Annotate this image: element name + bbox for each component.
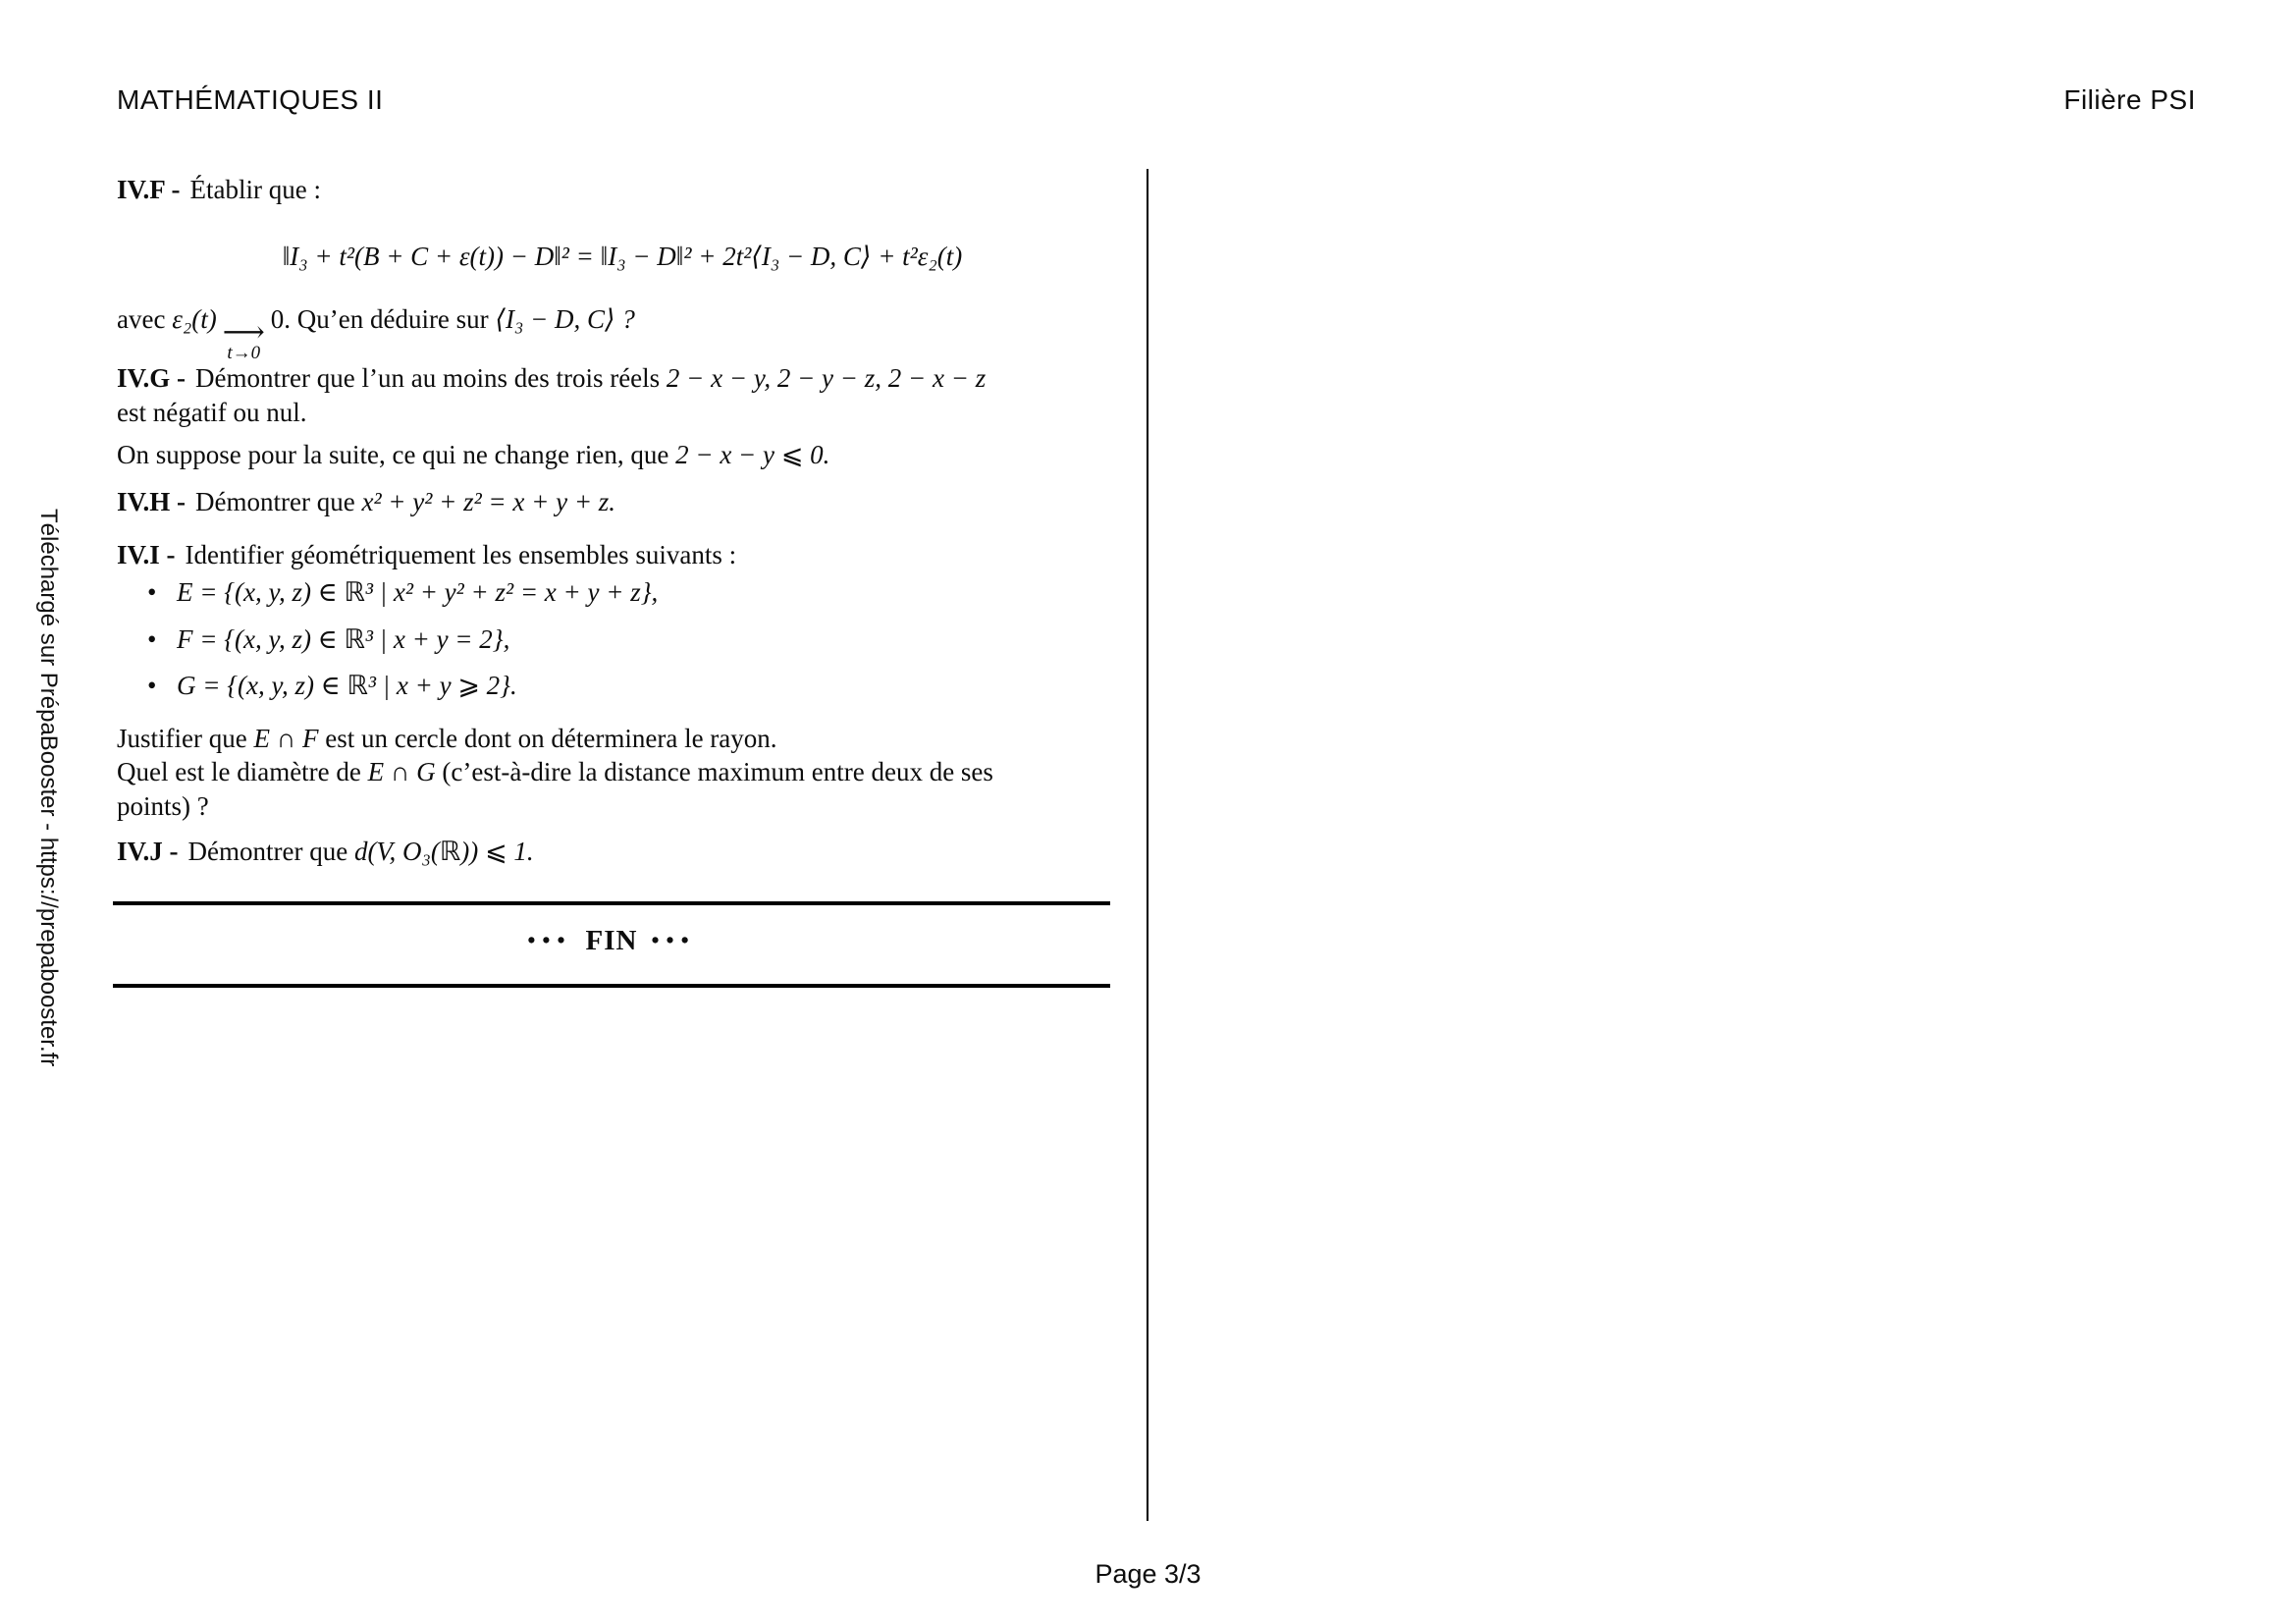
section-ivj [117,835,1128,869]
justify-line2 [117,755,1128,789]
section-ivi [117,538,1128,572]
section-ivg-line1 [117,361,1128,396]
set-definition-F: F = {(x, y, z) ∈ ℝ³ | x + y = 2}, [177,624,510,654]
arrow-subscript: t→0 [227,343,261,363]
section-label: IV.J - [117,837,179,866]
list-item [147,575,1158,610]
avec-math1: ε₂(t) [172,304,217,334]
fin-dots-right: ••• [651,928,696,952]
suppose-text: On suppose pour la suite, ce qui ne change rien, que [117,440,676,469]
section-text: Démontrer que l’un au moins des trois réels [195,363,667,393]
justify-text: Quel est le diamètre de [117,757,368,786]
fin-line [113,925,1110,957]
page-title: MATHÉMATIQUES II [117,84,384,115]
section-text: Démontrer que [187,837,354,866]
justify-text: (c’est-à-dire la distance maximum entre deux de ses [435,757,993,786]
limit-arrow [222,316,265,363]
horizontal-rule-bottom [113,984,1110,988]
justify-line1 [117,722,1128,756]
section-text: Identifier géométriquement les ensembles suivants : [185,540,737,569]
section-math: d(V, O₃(ℝ)) ⩽ 1. [353,837,534,866]
set-definition-E: E = {(x, y, z) ∈ ℝ³ | x² + y² + z² = x + y + z}, [177,577,659,607]
avec-line [117,302,1128,363]
arrow-glyph: ⟶ [222,316,265,349]
horizontal-rule-top [113,901,1110,905]
list-item [147,623,1158,657]
section-text: Démontrer que [195,487,362,516]
fin-label: FIN [585,925,638,956]
justify-line3: points) ? [117,791,209,821]
justify-text: Justifier que [117,724,254,753]
section-label: IV.G - [117,363,187,393]
suppose-line [117,438,1128,472]
avec-math2: 0. [270,304,291,334]
display-formula: ‖I₃ + t²(B + C + ε(t)) − D‖² = ‖I₃ − D‖² + 2t²⟨I₃ − D, C⟩ + t²ε₂(t) [282,242,963,271]
justify-math: E ∩ F [253,724,319,753]
justify-text: est un cercle dont on déterminera le rayon. [318,724,777,753]
list-item [147,669,1158,703]
set-definition-G: G = {(x, y, z) ∈ ℝ³ | x + y ⩾ 2}. [177,671,517,700]
section-label: IV.F - [117,175,181,204]
avec-text2: Qu’en déduire sur [290,304,496,334]
bullet-icon: • [147,577,157,607]
watermark-link: Téléchargé sur PrépaBooster - https://prepabooster.fr [35,509,62,1067]
column-divider [1147,169,1148,1521]
bullet-icon: • [147,624,157,654]
section-math: x² + y² + z² = x + y + z. [361,487,616,516]
section-ivf [117,173,1128,207]
suppose-math: 2 − x − y ⩽ 0. [675,440,830,469]
avec-math3: ⟨I₃ − D, C⟩ ? [495,304,635,334]
header-filiere: Filière PSI [2063,84,2196,115]
avec-text1: avec [117,304,173,334]
section-ivh [117,485,1128,519]
bullet-icon: • [147,671,157,700]
section-label: IV.I - [117,540,176,569]
section-ivg-line2: est négatif ou nul. [117,398,307,427]
section-math: 2 − x − y, 2 − y − z, 2 − x − z [666,363,987,393]
page-number: Page 3/3 [1095,1559,1201,1589]
section-label: IV.H - [117,487,187,516]
justify-math: E ∩ G [367,757,436,786]
fin-dots-left: ••• [527,928,572,952]
section-text: Établir que : [189,175,321,204]
